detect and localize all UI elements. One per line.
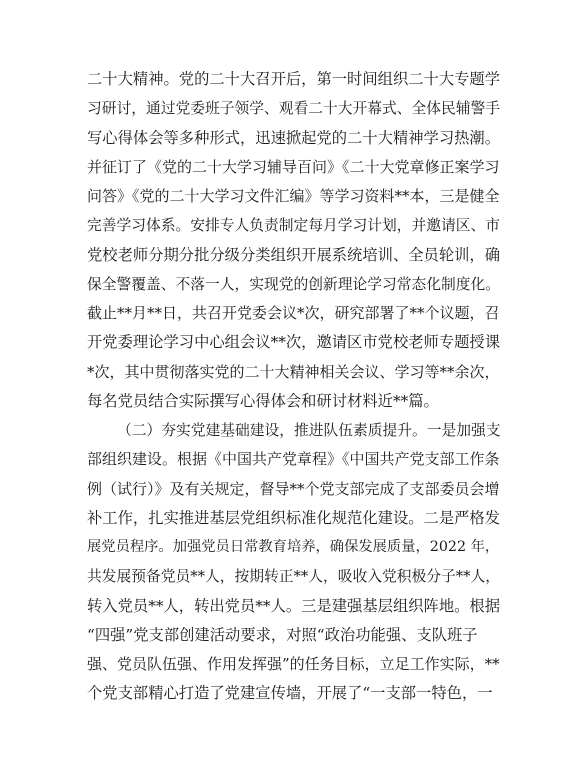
text-line: 共发展预备党员**人，按期转正**人，吸收入党积极分子**人， bbox=[87, 568, 500, 586]
text-line: 转入党员**人，转出党员**人。三是建强基层组织阵地。根据 bbox=[87, 596, 501, 615]
text-line: 写心得体会等多种形式，迅速掀起党的二十大精神学习热潮。 bbox=[87, 128, 501, 147]
text-line: 个党支部精心打造了党建宣传墙，开展了“一支部一特色，一 bbox=[87, 684, 493, 703]
text-line: 部组织建设。根据《中国共产党章程》《中国共产党支部工作条 bbox=[87, 450, 500, 469]
paragraph-2 bbox=[87, 416, 502, 709]
text-line: 二十大精神。党的二十大召开后，第一时间组织二十大专题学 bbox=[87, 70, 501, 88]
paragraph-1 bbox=[87, 65, 502, 416]
text-line: 展党员程序。加强党员日常教育培养，确保发展质量，2022 年， bbox=[87, 539, 500, 555]
text-line: 党校老师分期分批分级分类组织开展系统培训、全员轮训，确 bbox=[87, 245, 501, 264]
text-line: 强、党员队伍强、作用发挥强”的任务目标，立足工作实际，** bbox=[87, 655, 500, 673]
text-line: 习研讨，通过党委班子领学、观看二十大开幕式、全体民辅警手 bbox=[87, 100, 500, 118]
text-line: 补工作，扎实推进基层党组织标准化规范化建设。二是严格发 bbox=[87, 508, 501, 527]
text-line: 保全警覆盖、不落一人，实现党的创新理论学习常态化制度化。 bbox=[87, 275, 500, 293]
text-line: 问答》《党的二十大学习文件汇编》等学习资料**本，三是健全 bbox=[87, 187, 500, 205]
document-body bbox=[87, 65, 502, 709]
text-line: 完善学习体系。安排专人负责制定每月学习计划，并邀请区、市 bbox=[87, 217, 500, 235]
text-line: 每名党员结合实际撰写心得体会和研讨材料近**篇。 bbox=[87, 391, 439, 410]
text-line: （二）夯实党建基础建设，推进队伍素质提升。一是加强支 bbox=[117, 422, 501, 439]
text-line: “四强”党支部创建活动要求，对照“政治功能强、支队班子 bbox=[87, 625, 478, 644]
text-line: *次，其中贯彻落实党的二十大精神相关会议、学习等**余次， bbox=[87, 362, 500, 381]
text-line: 并征订了《党的二十大学习辅导百问》《二十大党章修正案学习 bbox=[87, 157, 500, 176]
text-line: 例（试行）》及有关规定，督导**个党支部完成了支部委员会增 bbox=[87, 479, 500, 498]
text-line: 开党委理论学习中心组会议**次，邀请区市党校老师专题授课 bbox=[87, 333, 501, 352]
text-line: 截止**月**日，共召开党委会议*次，研究部署了**个议题，召 bbox=[87, 304, 500, 322]
